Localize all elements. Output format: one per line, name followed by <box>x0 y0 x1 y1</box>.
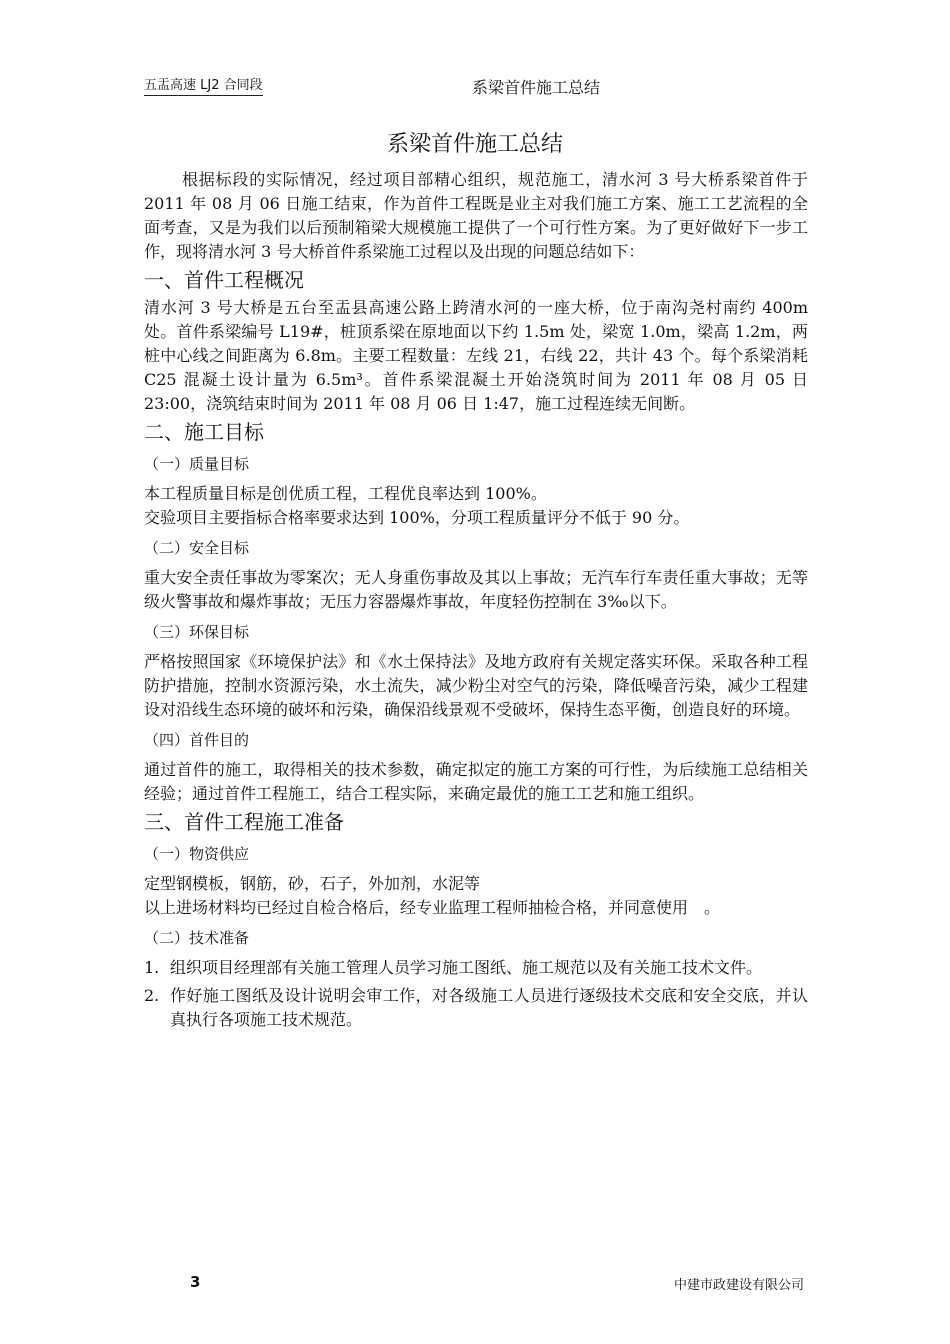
list-item-number: 2. <box>144 986 160 1005</box>
subheading-tech: （二）技术准备 <box>144 929 250 947</box>
page-number: 3 <box>190 1273 201 1291</box>
header-title: 系梁首件施工总结 <box>472 78 601 97</box>
section-heading-preparation: 三、首件工程施工准备 <box>144 810 344 834</box>
environment-paragraph: 严格按照国家《环境保护法》和《水土保持法》及地方政府有关规定落实环保。采取各种工程防护措施，控制水资源污染，水土流失，减少粉尘对空气的污染，降低噪音污染，减少工程建设对沿线生态环境的破坏和污染，确保沿线景观不受破坏，保持生态平衡，创造良好的环境。 <box>144 652 808 719</box>
subheading-supply: （一）物资供应 <box>144 845 250 863</box>
intro-paragraph: 根据标段的实际情况，经过项目部精心组织，规范施工，清水河 3 号大桥系梁首件于 2011 年 08 月 06 日施工结束，作为首件工程既是业主对我们施工方案、施工工艺流程的全面考查，又是为我们以后预制箱梁大规模施工提供了一个可行性方案。为了更好做好下一步工作，现将清水河 3 号大桥首件系梁施工过程以及出现的问题总结如下： <box>144 170 808 261</box>
safety-paragraph: 重大安全责任事故为零案次；无人身重伤事故及其以上事故；无汽车行车责任重大事故；无等级火警事故和爆炸事故；无压力容器爆炸事故，年度轻伤控制在 3‰以下。 <box>144 568 808 611</box>
section-heading-overview: 一、首件工程概况 <box>144 268 304 292</box>
list-item <box>144 984 808 1032</box>
supply-line-1: 定型钢模板，钢筋，砂，石子，外加剂，水泥等 <box>144 874 481 893</box>
supply-line-2: 以上进场材料均已经过自检合格后，经专业监理工程师抽检合格，并同意使用 。 <box>144 898 721 917</box>
footer-company: 中建市政建设有限公司 <box>673 1278 804 1293</box>
list-item-text: 作好施工图纸及设计说明会审工作，对各级施工人员进行逐级技术交底和安全交底，并认真执行各项施工技术规范。 <box>170 986 808 1029</box>
tech-list <box>144 956 808 1032</box>
document-body <box>144 168 825 1036</box>
subheading-safety: （二）安全目标 <box>144 539 250 557</box>
subheading-quality: （一）质量目标 <box>144 455 250 473</box>
quality-line-1: 本工程质量目标是创优质工程，工程优良率达到 100%。 <box>144 484 547 503</box>
section-heading-goals: 二、施工目标 <box>144 420 264 444</box>
subheading-environment: （三）环保目标 <box>144 623 250 641</box>
overview-paragraph: 清水河 3 号大桥是五台至盂县高速公路上跨清水河的一座大桥，位于南沟尧村南约 400m 处。首件系梁编号 L19#，桩顶系梁在原地面以下约 1.5m 处，梁宽 1.0m，梁高 1.2m，两桩中心线之间距离为 6.8m。主要工程数量：左线 21，右线 22，共计 43 个。每个系梁消耗 C25 混凝土设计量为 6.5m³。首件系梁混凝土开始浇筑时间为 2011 年 08 月 05 日 23:00，浇筑结束时间为 2011 年 08 月 06 日 1:47，施工过程连续无间断。 <box>144 298 825 413</box>
list-item <box>144 956 808 980</box>
list-item-number: 1. <box>144 958 160 977</box>
list-item-text: 组织项目经理部有关施工管理人员学习施工图纸、施工规范以及有关施工技术文件。 <box>170 958 763 977</box>
page-title: 系梁首件施工总结 <box>386 132 563 157</box>
header-contract-section: 五盂高速 LJ2 合同段 <box>144 78 263 96</box>
quality-line-2: 交验项目主要指标合格率要求达到 100%，分项工程质量评分不低于 90 分。 <box>144 508 690 527</box>
purpose-paragraph: 通过首件的施工，取得相关的技术参数，确定拟定的施工方案的可行性，为后续施工总结相关经验；通过首件工程施工，结合工程实际，来确定最优的施工工艺和施工组织。 <box>144 760 808 803</box>
subheading-purpose: （四）首件目的 <box>144 731 250 749</box>
